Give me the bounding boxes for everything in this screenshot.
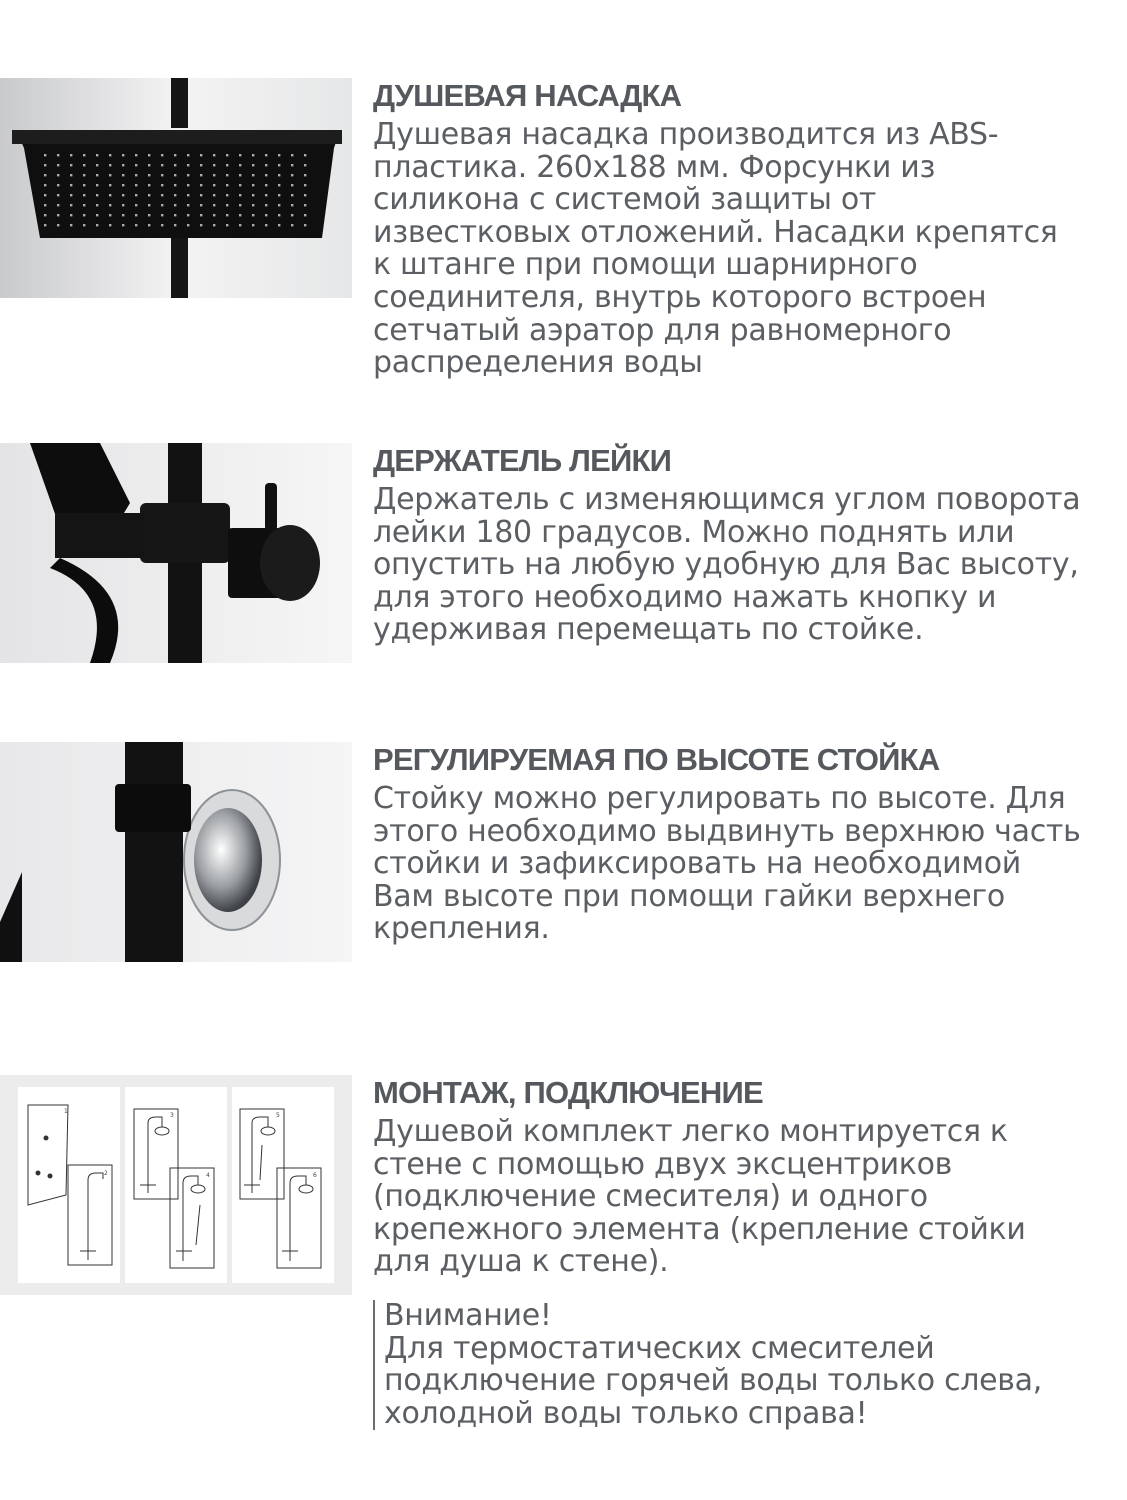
- nozzle-dot: [226, 174, 228, 176]
- nozzle-dot: [174, 184, 176, 186]
- nozzle-dot: [239, 174, 241, 176]
- body-line: этого необходимо выдвинуть верхнюю часть: [373, 813, 1081, 849]
- nozzle-dot: [213, 204, 215, 206]
- nozzle-dot: [109, 154, 111, 156]
- nozzle-dot: [291, 184, 293, 186]
- nozzle-dot: [304, 164, 306, 166]
- section-title: ДУШЕВАЯ НАСАДКА: [373, 78, 682, 113]
- nozzle-dot: [148, 164, 150, 166]
- nozzle-dot: [161, 164, 163, 166]
- body-line: подключение горячей воды только слева,: [384, 1363, 1042, 1399]
- nozzle-dot: [83, 164, 85, 166]
- nozzle-dot: [122, 184, 124, 186]
- nozzle-dot: [239, 214, 241, 216]
- nozzle-dot: [148, 224, 150, 226]
- nozzle-dot: [291, 204, 293, 206]
- nozzle-dot: [265, 204, 267, 206]
- step-label: 4: [206, 1172, 210, 1179]
- nozzle-dot: [96, 214, 98, 216]
- nozzle-dot: [161, 204, 163, 206]
- body-line: Душевой комплект легко монтируется к: [373, 1114, 1008, 1149]
- nozzle-dot: [174, 224, 176, 226]
- body-line: холодной воды только справа!: [384, 1395, 868, 1431]
- nozzle-dot: [174, 194, 176, 196]
- body-line: удерживая перемещать по стойке.: [373, 612, 924, 648]
- nozzle-dot: [200, 174, 202, 176]
- body-line: крепления.: [373, 911, 550, 947]
- body-line: (подключение смесителя) и одного: [373, 1179, 928, 1215]
- nozzle-dot: [57, 224, 59, 226]
- nozzle-dot: [226, 164, 228, 166]
- nozzle-dot: [304, 204, 306, 206]
- nozzle-dot: [174, 214, 176, 216]
- section-body: [373, 119, 1123, 380]
- warning-title: Внимание!: [384, 1298, 552, 1333]
- nozzle-dot: [148, 154, 150, 156]
- nozzle-dot: [265, 224, 267, 226]
- nozzle-dot: [200, 214, 202, 216]
- body-line: для душа к стене).: [373, 1244, 669, 1280]
- nozzle-dot: [83, 174, 85, 176]
- warning-body: [384, 1330, 1124, 1431]
- nozzle-dot: [278, 184, 280, 186]
- nozzle-dot: [226, 184, 228, 186]
- body-line: силикона с системой защиты от: [373, 182, 877, 218]
- nozzle-dot: [135, 194, 137, 196]
- nozzle-dot: [252, 204, 254, 206]
- nozzle-dot: [148, 214, 150, 216]
- nozzle-dot: [83, 214, 85, 216]
- nozzle-dot: [200, 224, 202, 226]
- nozzle-dot: [252, 184, 254, 186]
- section-title: ДЕРЖАТЕЛЬ ЛЕЙКИ: [373, 443, 672, 478]
- nozzle-dot: [83, 224, 85, 226]
- nozzle-dot: [57, 184, 59, 186]
- nozzle-dot: [83, 204, 85, 206]
- nozzle-dot: [239, 164, 241, 166]
- nozzle-dot: [148, 184, 150, 186]
- nozzle-dot: [226, 204, 228, 206]
- nozzle-dot: [304, 154, 306, 156]
- nozzle-dot: [187, 184, 189, 186]
- nozzle-dot: [252, 214, 254, 216]
- nozzle-dot: [174, 174, 176, 176]
- nozzle-dot: [200, 164, 202, 166]
- nozzle-dot: [265, 174, 267, 176]
- body-line: Держатель с изменяющимся углом поворота: [373, 482, 1081, 517]
- nozzle-dot: [148, 204, 150, 206]
- nozzle-dot: [44, 164, 46, 166]
- warning-note: [373, 1300, 1124, 1430]
- section-holder: [373, 443, 1123, 647]
- nozzle-dot: [187, 174, 189, 176]
- nozzle-dot: [252, 154, 254, 156]
- nozzle-dot: [44, 174, 46, 176]
- nozzle-dot: [135, 174, 137, 176]
- nozzle-dot: [161, 194, 163, 196]
- body-line: соединителя, внутрь которого встроен: [373, 279, 987, 315]
- nozzle-dot: [122, 204, 124, 206]
- nozzle-dot: [83, 184, 85, 186]
- nozzle-dot: [278, 174, 280, 176]
- nozzle-dot: [109, 204, 111, 206]
- nozzle-dot: [161, 214, 163, 216]
- nozzle-dot: [174, 204, 176, 206]
- nozzle-dot: [265, 184, 267, 186]
- nozzle-dot: [278, 194, 280, 196]
- nozzle-dot: [174, 164, 176, 166]
- nozzle-dot: [122, 224, 124, 226]
- nozzle-dot: [213, 224, 215, 226]
- nozzle-dot: [213, 174, 215, 176]
- nozzle-dot: [187, 204, 189, 206]
- nozzle-dot: [304, 184, 306, 186]
- body-line: для этого необходимо нажать кнопку и: [373, 579, 997, 615]
- nozzle-dot: [96, 174, 98, 176]
- handshower-holder-photo: [0, 443, 352, 663]
- body-line: Душевая насадка производится из ABS-: [373, 117, 999, 152]
- nozzle-dot: [291, 164, 293, 166]
- nozzle-dot: [200, 194, 202, 196]
- nozzle-dot: [226, 154, 228, 156]
- nozzle-dot: [96, 204, 98, 206]
- nozzle-dot: [57, 214, 59, 216]
- nozzle-dot: [226, 224, 228, 226]
- nozzle-dot: [122, 174, 124, 176]
- nozzle-dot: [70, 204, 72, 206]
- nozzle-dot: [187, 214, 189, 216]
- body-line: к штанге при помощи шарнирного: [373, 247, 918, 283]
- body-line: стене с помощью двух эксцентриков: [373, 1146, 953, 1182]
- nozzle-dot: [161, 184, 163, 186]
- nozzle-dot: [135, 224, 137, 226]
- nozzle-dot: [252, 224, 254, 226]
- nozzle-dot: [278, 164, 280, 166]
- step-label: 1: [64, 1108, 68, 1115]
- nozzle-dot: [239, 224, 241, 226]
- section-title: РЕГУЛИРУЕМАЯ ПО ВЫСОТЕ СТОЙКА: [373, 742, 940, 777]
- nozzle-dot: [135, 164, 137, 166]
- nozzle-dot: [96, 164, 98, 166]
- nozzle-dot: [278, 224, 280, 226]
- step-label: 6: [313, 1172, 317, 1179]
- nozzle-dot: [161, 154, 163, 156]
- nozzle-dot: [239, 204, 241, 206]
- nozzle-dot: [122, 194, 124, 196]
- body-line: известковых отложений. Насадки крепятся: [373, 214, 1058, 250]
- nozzle-dot: [291, 214, 293, 216]
- nozzle-dot: [44, 224, 46, 226]
- nozzle-dot: [213, 194, 215, 196]
- nozzle-dot: [57, 174, 59, 176]
- section-installation: [373, 1075, 1123, 1279]
- nozzle-dot: [187, 194, 189, 196]
- nozzle-dot: [187, 164, 189, 166]
- body-line: пластика. 260х188 мм. Форсунки из: [373, 149, 936, 185]
- nozzle-dot: [239, 184, 241, 186]
- nozzle-dot: [44, 214, 46, 216]
- nozzle-dot: [226, 214, 228, 216]
- nozzle-dot: [57, 164, 59, 166]
- nozzle-dot: [109, 224, 111, 226]
- nozzle-dot: [96, 194, 98, 196]
- nozzle-dot: [70, 164, 72, 166]
- nozzle-dot: [200, 204, 202, 206]
- nozzle-dot: [252, 164, 254, 166]
- nozzle-dot: [96, 224, 98, 226]
- section-adjustable-rail: [373, 742, 1123, 946]
- nozzle-dot: [96, 184, 98, 186]
- section-body: [373, 783, 1123, 946]
- nozzle-dot: [57, 194, 59, 196]
- nozzle-dot: [44, 184, 46, 186]
- section-shower-head: [373, 78, 1123, 380]
- nozzle-dot: [83, 194, 85, 196]
- step-label: 3: [170, 1112, 174, 1119]
- nozzle-dot: [265, 164, 267, 166]
- body-line: стойки и зафиксировать на необходимой: [373, 846, 1021, 882]
- nozzle-dot: [226, 194, 228, 196]
- nozzle-dot: [200, 184, 202, 186]
- body-line: Стойку можно регулировать по высоте. Для: [373, 781, 1066, 816]
- body-line: крепежного элемента (крепление стойки: [373, 1211, 1026, 1247]
- step-label: 2: [104, 1170, 108, 1177]
- nozzle-dot: [252, 194, 254, 196]
- body-line: Вам высоте при помощи гайки верхнего: [373, 878, 1005, 914]
- body-line: Для термостатических смесителей: [384, 1330, 935, 1366]
- nozzle-dot: [135, 154, 137, 156]
- nozzle-dot: [70, 214, 72, 216]
- nozzle-dot: [304, 194, 306, 196]
- nozzle-dot: [252, 174, 254, 176]
- nozzle-dot: [70, 154, 72, 156]
- nozzle-dot: [83, 154, 85, 156]
- nozzle-dot: [304, 214, 306, 216]
- nozzle-dot: [148, 174, 150, 176]
- installation-diagram: [0, 1075, 352, 1295]
- nozzle-dot: [122, 164, 124, 166]
- nozzle-dot: [109, 184, 111, 186]
- nozzle-dot: [265, 154, 267, 156]
- nozzle-dot: [57, 154, 59, 156]
- nozzle-dot: [291, 154, 293, 156]
- nozzle-dot: [96, 154, 98, 156]
- shower-head-photo: [0, 78, 352, 298]
- nozzle-dot: [135, 184, 137, 186]
- nozzle-dot: [135, 214, 137, 216]
- nozzle-dot: [161, 174, 163, 176]
- nozzle-dot: [44, 194, 46, 196]
- nozzle-dot: [174, 154, 176, 156]
- nozzle-dot: [265, 194, 267, 196]
- nozzle-dot: [213, 154, 215, 156]
- nozzle-dot: [57, 204, 59, 206]
- nozzle-dot: [122, 154, 124, 156]
- nozzle-dot: [161, 224, 163, 226]
- nozzle-dot: [109, 194, 111, 196]
- section-body: [373, 484, 1123, 647]
- nozzle-dot: [278, 214, 280, 216]
- nozzle-dot: [200, 154, 202, 156]
- nozzle-dot: [265, 214, 267, 216]
- nozzle-dot: [148, 194, 150, 196]
- nozzle-dot: [70, 174, 72, 176]
- nozzle-dot: [122, 214, 124, 216]
- section-title: МОНТАЖ, ПОДКЛЮЧЕНИЕ: [373, 1075, 763, 1110]
- step-label: 5: [276, 1112, 280, 1119]
- nozzle-dot: [278, 204, 280, 206]
- nozzle-dot: [70, 194, 72, 196]
- nozzle-dot: [304, 224, 306, 226]
- body-line: лейки 180 градусов. Можно поднять или: [373, 514, 1015, 550]
- nozzle-dot: [291, 224, 293, 226]
- nozzle-dot: [187, 224, 189, 226]
- nozzle-dot: [239, 154, 241, 156]
- body-line: распределения воды: [373, 345, 703, 381]
- nozzle-dot: [109, 164, 111, 166]
- nozzle-dot: [291, 194, 293, 196]
- nozzle-dot: [70, 184, 72, 186]
- nozzle-dot: [187, 154, 189, 156]
- body-line: сетчатый аэратор для равномерного: [373, 312, 952, 348]
- nozzle-dot: [278, 154, 280, 156]
- nozzle-dot: [304, 174, 306, 176]
- body-line: опустить на любую удобную для Вас высоту,: [373, 547, 1079, 583]
- nozzle-dot: [109, 214, 111, 216]
- nozzle-dot: [44, 204, 46, 206]
- nozzle-dot: [70, 224, 72, 226]
- nozzle-dot: [239, 194, 241, 196]
- nozzle-dot: [135, 204, 137, 206]
- nozzle-dot: [213, 214, 215, 216]
- nozzle-dot: [213, 164, 215, 166]
- nozzle-dot: [109, 174, 111, 176]
- nozzle-dot: [291, 174, 293, 176]
- section-body: [373, 1116, 1123, 1279]
- adjustable-rail-photo: [0, 742, 352, 962]
- nozzle-dot: [213, 184, 215, 186]
- nozzle-dot: [44, 154, 46, 156]
